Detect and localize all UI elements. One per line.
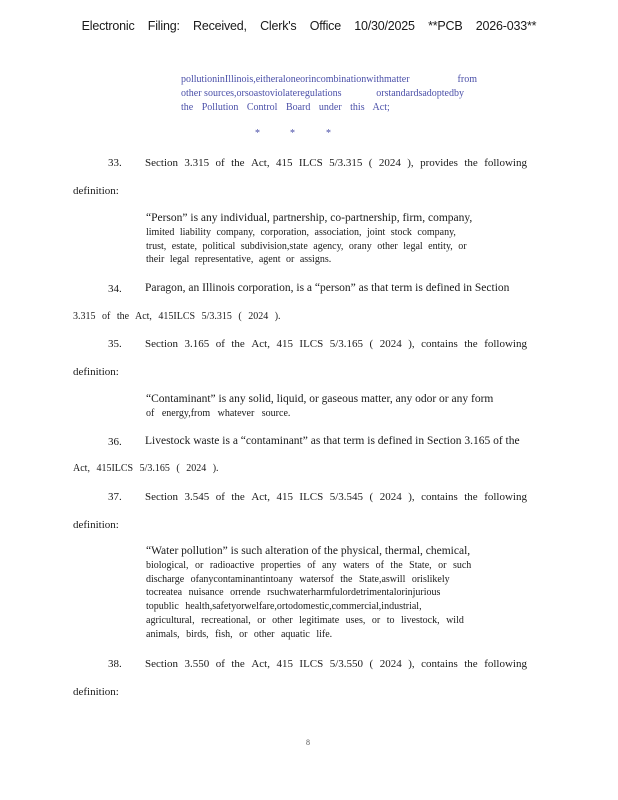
paragraph-continuation: Act, 415ILCS 5/3.165 ( 2024 ). bbox=[73, 463, 219, 474]
paragraph-word: ), bbox=[408, 338, 415, 350]
ellipsis-star: * bbox=[290, 128, 295, 139]
paragraph-number: 36. bbox=[108, 436, 122, 448]
quote-text: from bbox=[457, 74, 477, 85]
paragraph-word: Section bbox=[145, 658, 178, 670]
paragraph-first-line bbox=[145, 157, 527, 169]
paragraph-word: ), bbox=[407, 157, 414, 169]
paragraph-word: ( bbox=[368, 157, 373, 169]
paragraph-continuation: definition: bbox=[73, 519, 119, 531]
quote-text: pollutioninIllinois,eitheraloneorincombinationwithmatter bbox=[181, 74, 410, 85]
quote-line: limited liability company, corporation, association, joint stock company, bbox=[146, 226, 456, 238]
paragraph-continuation: definition: bbox=[73, 686, 119, 698]
quote-line: agricultural, recreational, or other legitimate uses, or to livestock, wild bbox=[146, 614, 464, 626]
paragraph-number: 33. bbox=[108, 157, 122, 169]
paragraph-word: 415 bbox=[276, 491, 293, 503]
paragraph-word: contains bbox=[421, 338, 458, 350]
paragraph-continuation: definition: bbox=[73, 185, 119, 197]
paragraph-word: 2024 bbox=[379, 658, 402, 670]
paragraph-word: ), bbox=[408, 491, 415, 503]
paragraph-word: the bbox=[231, 338, 245, 350]
paragraph-word: Section bbox=[145, 157, 178, 169]
paragraph-word: 415 bbox=[275, 157, 293, 169]
paragraph-number: 37. bbox=[108, 491, 122, 503]
paragraph-word: the bbox=[464, 338, 478, 350]
quote-text: orstandardsadoptedby bbox=[376, 88, 464, 99]
paragraph-word: the bbox=[464, 658, 478, 670]
quote-line: of energy,from whatever source. bbox=[146, 407, 291, 419]
paragraph-word: 3.550 bbox=[184, 658, 210, 670]
quote-line: “Contaminant” is any solid, liquid, or gaseous matter, any odor or any form bbox=[146, 393, 494, 405]
quote-line: trust, estate, political subdivision,state agency, orany other legal entity, or bbox=[146, 240, 467, 252]
paragraph-word: ILCS bbox=[298, 157, 323, 169]
quote-line: discharge ofanycontaminantintoany watersof the State,aswill orislikely bbox=[146, 573, 450, 585]
quote-line: “Water pollution” is such alteration of the physical, thermal, chemical, bbox=[146, 545, 471, 557]
paragraph-number: 38. bbox=[108, 658, 122, 670]
paragraph-word: the bbox=[231, 491, 245, 503]
paragraph-number: 35. bbox=[108, 338, 122, 350]
paragraph-word: 5/3.545 bbox=[329, 491, 364, 503]
paragraph-word: contains bbox=[421, 658, 458, 670]
quote-text: other sources,orsoastoviolateregulations bbox=[181, 88, 342, 99]
paragraph-word: the bbox=[231, 157, 245, 169]
paragraph-word: of bbox=[215, 157, 225, 169]
paragraph-word: of bbox=[215, 338, 225, 350]
page-number: 8 bbox=[306, 738, 310, 747]
paragraph-word: following bbox=[484, 491, 527, 503]
paragraph-word: 2024 bbox=[379, 491, 402, 503]
quote-continuation-line bbox=[181, 88, 464, 99]
paragraph-word: 415 bbox=[276, 338, 293, 350]
quote-line: tocreatea nuisance orrende rsuchwaterharmfulordetrimentalorinjurious bbox=[146, 587, 441, 599]
definition-quote-contaminant bbox=[146, 393, 493, 421]
paragraph-word: 415 bbox=[276, 658, 293, 670]
quote-line: their legal representative, agent or assigns. bbox=[146, 254, 332, 266]
paragraph-word: following bbox=[484, 338, 527, 350]
paragraph-word: Act, bbox=[251, 658, 270, 670]
quote-line: animals, birds, fish, or other aquatic life. bbox=[146, 628, 333, 640]
quote-continuation-line bbox=[181, 74, 477, 85]
paragraph-word: Act, bbox=[251, 338, 270, 350]
paragraph-word: the bbox=[231, 658, 245, 670]
paragraph-word: provides bbox=[420, 157, 458, 169]
paragraph-word: following bbox=[484, 157, 527, 169]
paragraph-word: contains bbox=[421, 491, 458, 503]
paragraph-first-line: Paragon, an Illinois corporation, is a “person” as that term is defined in Section bbox=[145, 282, 510, 294]
paragraph-word: 3.315 bbox=[184, 157, 210, 169]
paragraph-word: Act, bbox=[251, 491, 270, 503]
paragraph-word: Section bbox=[145, 491, 178, 503]
paragraph-word: the bbox=[464, 491, 478, 503]
paragraph-number: 34. bbox=[108, 283, 122, 295]
quote-line: “Person” is any individual, partnership, co-partnership, firm, company, bbox=[146, 212, 473, 224]
paragraph-word: Section bbox=[145, 338, 178, 350]
quote-line: topublic health,safetyorwelfare,ortodomestic,commercial,industrial, bbox=[146, 601, 422, 613]
paragraph-word: ( bbox=[369, 658, 374, 670]
paragraph-word: 3.165 bbox=[184, 338, 210, 350]
paragraph-word: 5/3.550 bbox=[329, 658, 364, 670]
paragraph-word: 3.545 bbox=[184, 491, 210, 503]
paragraph-word: the bbox=[464, 157, 478, 169]
filing-stamp-header: Electronic Filing: Received, Clerk's Office 10/30/2025 **PCB 2026-033** bbox=[81, 19, 537, 33]
paragraph-word: 2024 bbox=[379, 338, 402, 350]
paragraph-word: following bbox=[484, 658, 527, 670]
paragraph-first-line bbox=[145, 658, 527, 670]
paragraph-word: ( bbox=[369, 338, 374, 350]
ellipsis-star: * bbox=[255, 128, 260, 139]
paragraph-word: ILCS bbox=[299, 658, 324, 670]
paragraph-word: 5/3.315 bbox=[329, 157, 363, 169]
paragraph-word: ILCS bbox=[299, 491, 324, 503]
quote-continuation-line: the Pollution Control Board under this Act; bbox=[181, 102, 390, 113]
paragraph-word: 2024 bbox=[378, 157, 401, 169]
paragraph-first-line bbox=[145, 338, 527, 350]
paragraph-word: ( bbox=[369, 491, 374, 503]
paragraph-word: Act, bbox=[250, 157, 270, 169]
paragraph-first-line: Livestock waste is a “contaminant” as that term is defined in Section 3.165 of the bbox=[145, 435, 520, 447]
definition-quote-water-pollution bbox=[146, 545, 471, 642]
definition-quote-person bbox=[146, 212, 496, 267]
paragraph-word: ILCS bbox=[299, 338, 324, 350]
ellipsis-star: * bbox=[326, 128, 331, 139]
quote-line: biological, or radioactive properties of any waters of the State, or such bbox=[146, 559, 472, 571]
paragraph-continuation: 3.315 of the Act, 415ILCS 5/3.315 ( 2024 ). bbox=[73, 311, 281, 322]
paragraph-word: of bbox=[215, 491, 225, 503]
paragraph-continuation: definition: bbox=[73, 366, 119, 378]
paragraph-first-line bbox=[145, 491, 527, 503]
paragraph-word: ), bbox=[408, 658, 415, 670]
paragraph-word: 5/3.165 bbox=[329, 338, 364, 350]
paragraph-word: of bbox=[215, 658, 225, 670]
